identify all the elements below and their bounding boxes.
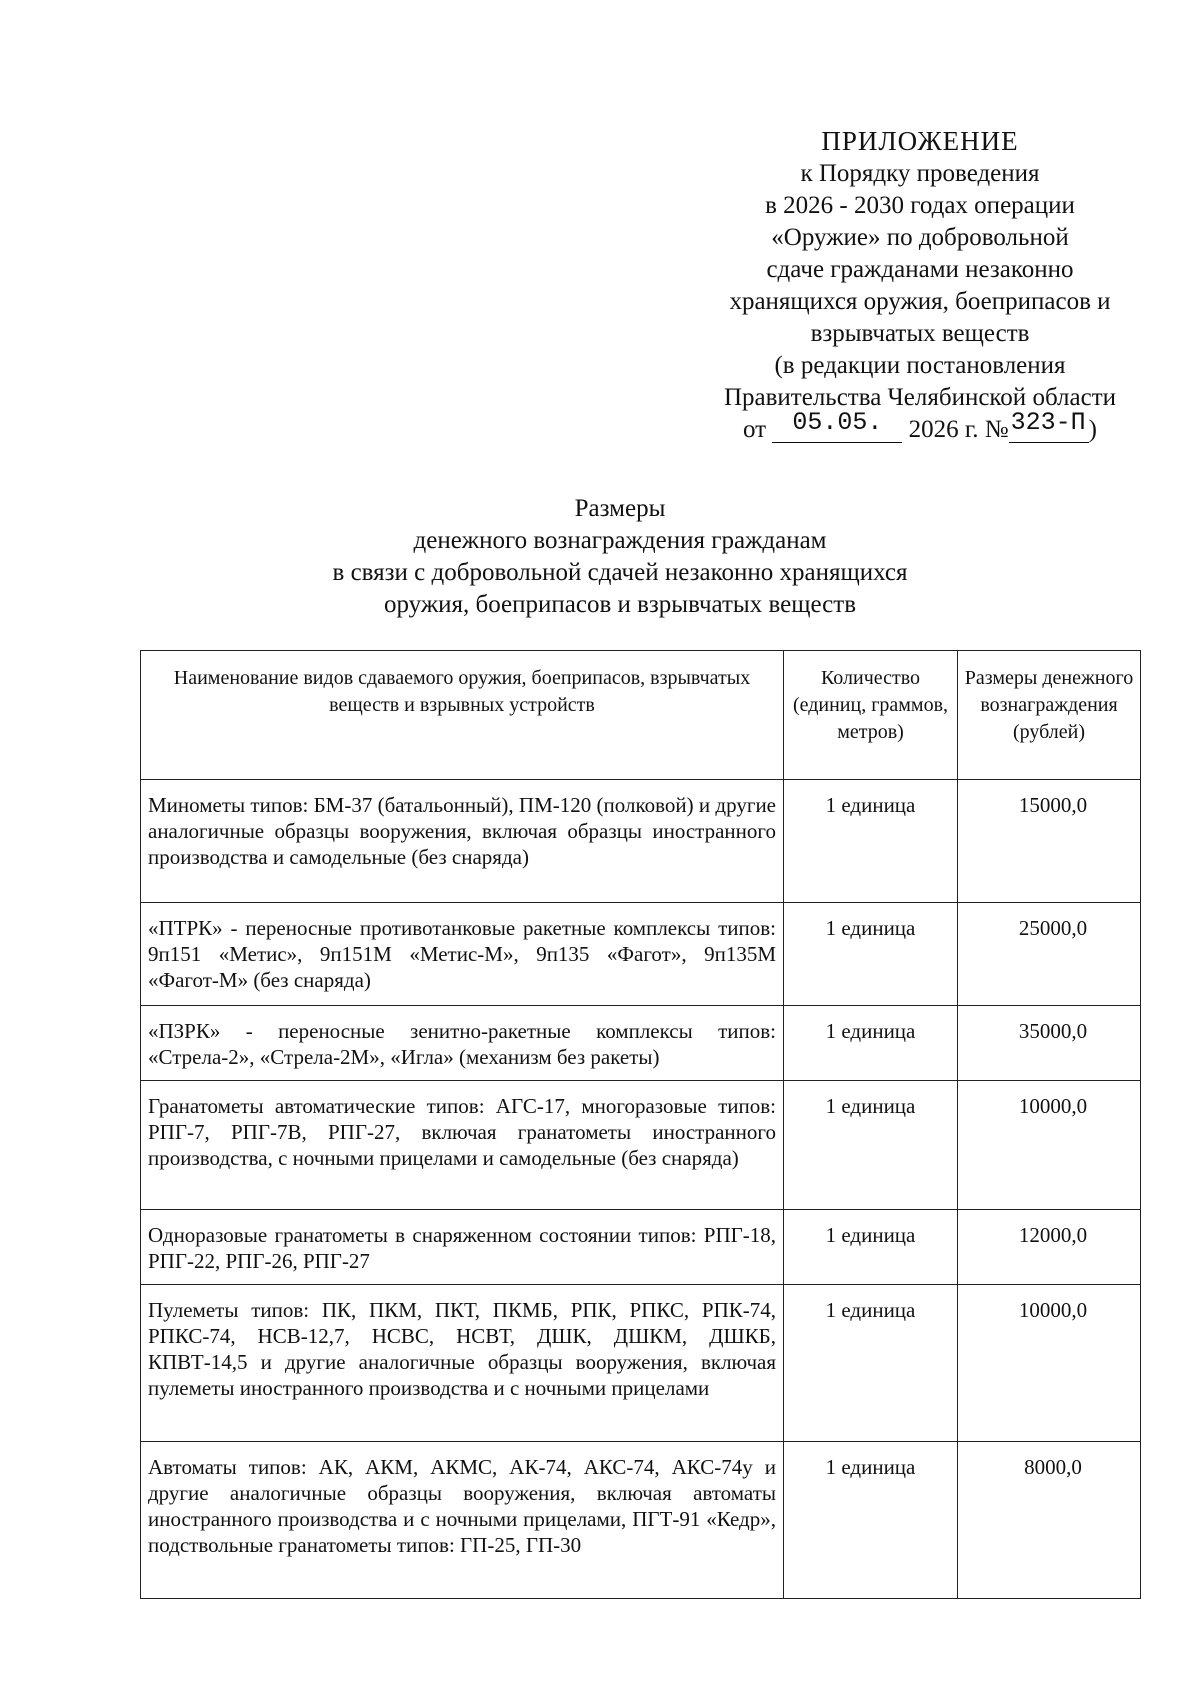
- appendix-line: «Оружие» по добровольной: [771, 224, 1069, 251]
- item-name-cell: «ПЗРК» - переносные зенитно-ракетные комплексы типов: «Стрела-2», «Стрела-2М», «Игла» (механизм без ракеты): [141, 1006, 784, 1081]
- quantity-cell: 1 единица: [784, 903, 958, 1006]
- appendix-line: хранящихся оружия, боеприпасов и: [729, 288, 1111, 315]
- date-prefix: от: [743, 416, 767, 443]
- item-name-cell: Автоматы типов: АК, АКМ, АКМС, АК-74, АКС-74, АКС-74у и другие аналогичные образцы вооружения, включая автоматы иностранного производства и с ночными прицелами, ПГТ-91 «Кедр», подствольные гранатометы типов: ГП-25, ГП-30: [141, 1442, 784, 1599]
- appendix-block: [660, 124, 1180, 446]
- quantity-cell: 1 единица: [784, 1081, 958, 1210]
- table-row: [141, 1442, 1141, 1599]
- resolution-date-field: [772, 408, 902, 443]
- quantity-cell: 1 единица: [784, 1442, 958, 1599]
- quantity-cell: 1 единица: [784, 1006, 958, 1081]
- resolution-number-field: [1009, 408, 1089, 443]
- table-row: [141, 903, 1141, 1006]
- header-amount: Размеры денежного вознаграждения (рублей): [958, 651, 1141, 780]
- item-name-cell: Минометы типов: БМ-37 (батальонный), ПМ-120 (полковой) и другие аналогичные образцы вооружения, включая образцы иностранного производства и самодельные (без снаряда): [141, 780, 784, 903]
- table-row: [141, 1210, 1141, 1285]
- item-name-cell: Гранатометы автоматические типов: АГС-17, многоразовые типов: РПГ-7, РПГ-7В, РПГ-27, включая гранатометы иностранного производства, с ночными прицелами и самодельные (без снаряда): [141, 1081, 784, 1210]
- item-name-cell: Одноразовые гранатометы в снаряженном состоянии типов: РПГ-18, РПГ-22, РПГ-26, РПГ-27: [141, 1210, 784, 1285]
- quantity-cell: 1 единица: [784, 1285, 958, 1442]
- heading-line: Размеры: [574, 495, 666, 522]
- appendix-line: сдаче гражданами незаконно: [766, 256, 1074, 283]
- resolution-number-value: 323-П: [1010, 408, 1086, 437]
- amount-cell: 8000,0: [958, 1442, 1141, 1599]
- appendix-line: (в редакции постановления: [774, 352, 1066, 379]
- heading-line: оружия, боеприпасов и взрывчатых веществ: [384, 591, 856, 618]
- header-item-name: Наименование видов сдаваемого оружия, боеприпасов, взрывчатых веществ и взрывных устройств: [141, 651, 784, 780]
- table-row: [141, 1006, 1141, 1081]
- rewards-table: [140, 650, 1141, 1599]
- amount-cell: 15000,0: [958, 780, 1141, 903]
- appendix-line: к Порядку проведения: [800, 160, 1040, 187]
- table-header-row: [141, 651, 1141, 780]
- amount-cell: 10000,0: [958, 1285, 1141, 1442]
- appendix-line: в 2026 - 2030 годах операции: [765, 192, 1075, 219]
- quantity-cell: 1 единица: [784, 780, 958, 903]
- closing-paren: ): [1088, 416, 1097, 443]
- quantity-cell: 1 единица: [784, 1210, 958, 1285]
- amount-cell: 35000,0: [958, 1006, 1141, 1081]
- item-name-cell: «ПТРК» - переносные противотанковые ракетные комплексы типов: 9п151 «Метис», 9п151М «Метис-М», 9п135 «Фагот», 9п135М «Фагот-М» (без снаряда): [141, 903, 784, 1006]
- appendix-line: взрывчатых веществ: [810, 320, 1030, 347]
- table-row: [141, 1081, 1141, 1210]
- amount-cell: 10000,0: [958, 1081, 1141, 1210]
- header-quantity: Количество (единиц, граммов, метров): [784, 651, 958, 780]
- resolution-date-value: 05.05.: [792, 408, 883, 437]
- table-row: [141, 780, 1141, 903]
- resolution-date-line: [660, 408, 1180, 446]
- heading-line: денежного вознаграждения гражданам: [413, 527, 827, 554]
- heading-line: в связи с добровольной сдачей незаконно хранящихся: [332, 559, 908, 586]
- appendix-title: ПРИЛОЖЕНИЕ: [821, 126, 1019, 156]
- year-number-label: 2026 г. №: [908, 416, 1009, 443]
- amount-cell: 12000,0: [958, 1210, 1141, 1285]
- document-heading: [240, 493, 1000, 621]
- appendix-line: Правительства Челябинской области: [723, 384, 1117, 411]
- table-row: [141, 1285, 1141, 1442]
- item-name-cell: Пулеметы типов: ПК, ПКМ, ПКТ, ПКМБ, РПК, РПКС, РПК-74, РПКС-74, НСВ-12,7, НСВС, НСВТ, ДШК, ДШКМ, ДШКБ, КПВТ-14,5 и другие аналогичные образцы вооружения, включая пулеметы иностранного производства и с ночными прицелами: [141, 1285, 784, 1442]
- amount-cell: 25000,0: [958, 903, 1141, 1006]
